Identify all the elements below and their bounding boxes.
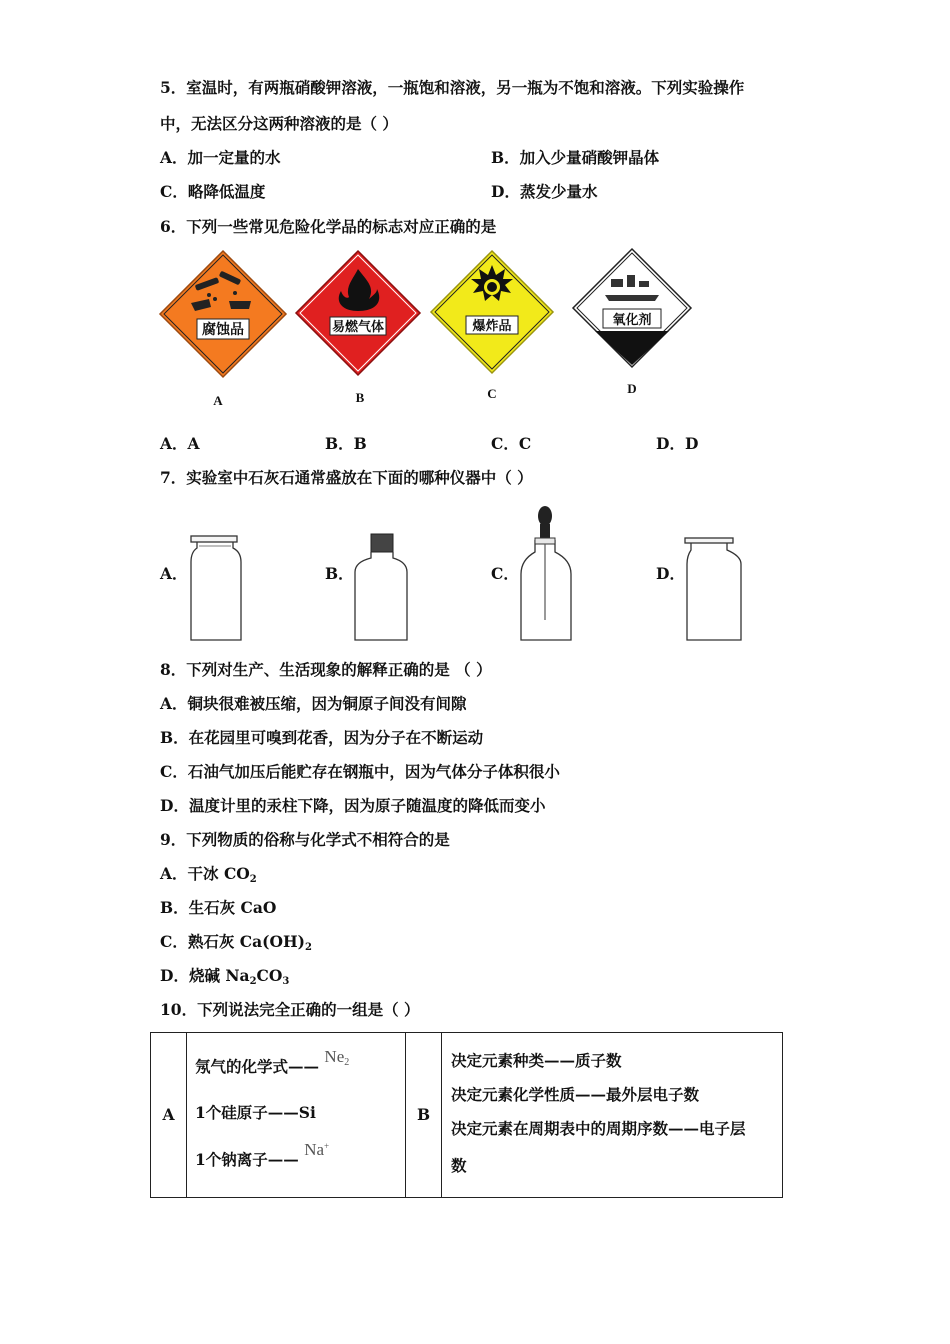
q5-option-b: B．加入少量硝酸钾晶体 — [491, 148, 660, 167]
explosive-sign — [431, 251, 553, 401]
q7-label-d: D． — [656, 564, 685, 583]
q10-a-line3 — [195, 1140, 330, 1170]
q7-label-c: C． — [491, 564, 519, 583]
q7-stem: 7．实验室中石灰石通常盛放在下面的哪种仪器中（ ） — [160, 468, 533, 487]
q5-option-c: C．略降低温度 — [160, 182, 266, 201]
q8-option-b: B．在花园里可嗅到花香，因为分子在不断运动 — [160, 728, 484, 747]
q10-b-line3: 决定元素在周期表中的周期序数——电子层 — [451, 1119, 746, 1138]
q7-label-a: A． — [160, 564, 188, 583]
q9-option-c — [160, 932, 312, 958]
sign-d-text: 氧化剂 — [612, 313, 652, 328]
sign-d-label: D — [627, 381, 637, 396]
q8-stem: 8．下列对生产、生活现象的解释正确的是 （ ） — [160, 660, 492, 679]
q9-option-d — [160, 966, 289, 992]
q6-option-c: C．C — [491, 434, 532, 453]
q10-b-label: B — [416, 1105, 431, 1124]
q10-stem: 10．下列说法完全正确的一组是（ ） — [160, 1000, 420, 1019]
q5-stem-line1: 5．室温时，有两瓶硝酸钾溶液，一瓶饱和溶液，另一瓶为不饱和溶液。下列实验操作 — [160, 78, 745, 97]
q9-stem: 9．下列物质的俗称与化学式不相符合的是 — [160, 830, 450, 849]
sign-b-label: B — [355, 390, 365, 405]
wide-mouth-bottle-a — [191, 536, 241, 640]
q9-option-d-formula: Na — [225, 966, 250, 985]
q9-option-a-prefix: A．干冰 — [160, 864, 224, 883]
q10-a-label: A — [162, 1105, 175, 1124]
q6-option-a: A．A — [160, 434, 200, 453]
q10-b-line1: 决定元素种类——质子数 — [451, 1051, 622, 1070]
q10-cell-b — [442, 1033, 783, 1198]
q9-option-c-prefix: C．熟石灰 — [160, 932, 240, 951]
q6-option-d: D．D — [656, 434, 699, 453]
q6-option-b: B．B — [325, 434, 367, 453]
q9-option-a — [160, 864, 257, 890]
q9-option-d-tail: CO — [256, 966, 283, 985]
q10-table — [150, 1032, 783, 1198]
q10-b-line4: 数 — [451, 1156, 467, 1175]
sign-c-text: 爆炸品 — [472, 319, 512, 334]
corrosive-sign — [160, 251, 286, 408]
narrow-mouth-bottle-b — [355, 534, 407, 640]
q10-a-line1-text: 氖气的化学式—— — [195, 1057, 320, 1076]
q10-a-line1-formula: $Ne_2$ — [324, 1047, 350, 1068]
sign-a-text: 腐蚀品 — [202, 322, 244, 338]
hazard-signs-figure — [155, 245, 715, 415]
q9-option-a-formula: CO — [223, 864, 250, 883]
q10-cell-a — [187, 1033, 406, 1198]
q10-a-line1 — [195, 1047, 350, 1078]
sign-c-label: C — [487, 386, 497, 401]
q5-stem-line2: 中，无法区分这两种溶液的是（ ） — [160, 114, 398, 133]
q9-option-c-sub: 2 — [304, 942, 312, 953]
oxidizer-sign — [573, 249, 691, 396]
q9-option-d-prefix: D．烧碱 — [160, 966, 226, 985]
q10-a-line3-formula: Na+ — [304, 1140, 330, 1159]
dropper-bottle-c — [521, 506, 571, 640]
q5-option-d: D．蒸发少量水 — [491, 182, 598, 201]
q9-option-b — [160, 898, 276, 918]
q10-cell-b-label — [406, 1033, 442, 1198]
q8-option-c: C．石油气加压后能贮存在钢瓶中，因为气体分子体积很小 — [160, 762, 560, 781]
q7-label-b: B． — [325, 564, 354, 583]
lab-bottles-figure — [185, 500, 755, 645]
q6-stem: 6．下列一些常见危险化学品的标志对应正确的是 — [160, 217, 497, 236]
sign-a-label: A — [213, 393, 223, 408]
flammable-gas-sign — [296, 251, 420, 405]
wide-mouth-bottle-d — [685, 538, 741, 640]
q9-option-c-formula: Ca(OH) — [239, 932, 305, 951]
q10-b-line2: 决定元素化学性质——最外层电子数 — [451, 1085, 700, 1104]
q9-option-b-formula: CaO — [240, 898, 277, 917]
q8-option-a: A．铜块很难被压缩，因为铜原子间没有间隙 — [160, 694, 467, 713]
q10-a-line2: 1个硅原子——Si — [195, 1103, 316, 1122]
sign-b-text: 易燃气体 — [331, 320, 385, 335]
q10-cell-a-label — [151, 1033, 187, 1198]
q8-option-d: D．温度计里的汞柱下降，因为原子随温度的降低而变小 — [160, 796, 546, 815]
q9-option-b-prefix: B．生石灰 — [160, 898, 241, 917]
q9-option-d-sub2: 3 — [282, 976, 290, 987]
q9-option-a-sub: 2 — [249, 874, 257, 885]
q10-a-line3-text: 1个钠离子—— — [195, 1150, 299, 1169]
q9-option-d-sub: 2 — [249, 976, 257, 987]
q5-option-a: A．加一定量的水 — [160, 148, 281, 167]
